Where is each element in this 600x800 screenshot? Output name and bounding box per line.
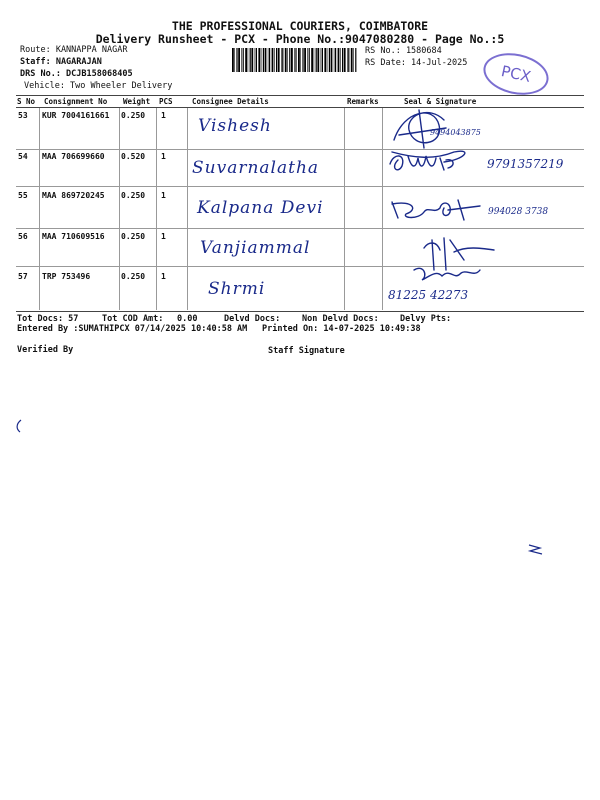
col-consignment: Consignment No [44, 97, 108, 106]
barcode-bar [234, 48, 235, 72]
barcode-bar [347, 48, 348, 72]
tot-cod-value: 0.00 [177, 314, 198, 324]
row-pcs: 1 [161, 111, 166, 120]
barcode-bar [351, 48, 353, 72]
row-sno: 56 [18, 232, 28, 241]
barcode-bar [321, 48, 322, 72]
tot-docs: Tot Docs: 57 [17, 314, 79, 324]
row-consignment: MAA 710609516 [42, 232, 105, 241]
barcode-bar [241, 48, 242, 72]
staff-signature: Staff Signature [268, 346, 345, 356]
company-title: THE PROFESSIONAL COURIERS, COIMBATORE [171, 19, 429, 33]
row-phone: 9791357219 [487, 157, 564, 171]
barcode-bar [291, 48, 293, 72]
col-weight: Weight [123, 97, 151, 106]
col-divider [119, 108, 120, 310]
barcode-bar [287, 48, 288, 72]
row-phone: 9494043875 [430, 128, 481, 137]
barcode-bar [340, 48, 341, 72]
col-sno: S No [17, 97, 36, 106]
vehicle-label: Vehicle: Two Wheeler Delivery [24, 81, 173, 91]
barcode-bar [251, 48, 253, 72]
barcode-bar [265, 48, 267, 72]
staff-label: Staff: NAGARAJAN [20, 57, 102, 67]
barcode-bar [316, 48, 317, 72]
row-weight: 0.250 [121, 232, 146, 241]
runsheet-subtitle: Delivery Runsheet - PCX - Phone No.:9047080280 - Page No.:5 [95, 32, 505, 46]
barcode-bar [281, 48, 282, 72]
barcode-bar [311, 48, 313, 72]
barcode-bar [300, 48, 301, 72]
rs-number: RS No.: 1580684 [365, 46, 442, 56]
verified-by: Verified By [17, 345, 74, 355]
row-consignment: MAA 869720245 [42, 191, 105, 200]
row-pcs: 1 [161, 232, 166, 241]
barcode-bar [344, 48, 346, 72]
header-rule-top [16, 95, 584, 96]
stamp-text: PCX [499, 62, 533, 86]
row-consignee: Suvarnalatha [192, 158, 320, 178]
route-label: Route: KANNAPPA NAGAR [20, 45, 128, 55]
row-phone: 994028 3738 [488, 207, 549, 217]
barcode-bar [338, 48, 340, 72]
barcode-bar [355, 48, 356, 72]
barcode-bar [255, 48, 256, 72]
barcode-image [232, 48, 357, 72]
col-divider [39, 108, 40, 310]
row-consignment: TRP 753496 [42, 272, 91, 281]
barcode-bar [232, 48, 234, 72]
row-pcs: 1 [161, 191, 166, 200]
barcode-bar [250, 48, 251, 72]
barcode-bar [294, 48, 295, 72]
row-consignee: Shrmi [208, 279, 266, 299]
printed-on: Printed On: 14-07-2025 10:49:38 [262, 324, 421, 334]
col-consignee: Consignee Details [192, 97, 269, 106]
col-divider [344, 108, 345, 310]
barcode-bar [298, 48, 300, 72]
barcode-bar [268, 48, 269, 72]
non-delvd-docs: Non Delvd Docs: [302, 314, 379, 324]
barcode-bar [272, 48, 274, 72]
row-phone: 81225 42273 [388, 288, 469, 302]
barcode-bar [289, 48, 290, 72]
row-weight: 0.250 [121, 272, 146, 281]
barcode-bar [285, 48, 287, 72]
barcode-bar [248, 48, 249, 72]
barcode-bar [282, 48, 283, 72]
barcode-bar [307, 48, 308, 72]
row-pcs: 1 [161, 272, 166, 281]
barcode-bar [304, 48, 306, 72]
barcode-bar [263, 48, 264, 72]
barcode-bar [236, 48, 237, 72]
barcode-bar [327, 48, 328, 72]
row-consignee: Vanjiammal [200, 238, 311, 258]
barcode-bar [335, 48, 336, 72]
row-pcs: 1 [161, 152, 166, 161]
barcode-bar [317, 48, 319, 72]
row-sno: 57 [18, 272, 28, 281]
row-sno: 55 [18, 191, 28, 200]
row-consignee: Vishesh [198, 116, 272, 136]
barcode-bar [256, 48, 257, 72]
col-divider [187, 108, 188, 310]
pcx-stamp [480, 48, 553, 101]
barcode-bar [329, 48, 330, 72]
barcode-bar [314, 48, 315, 72]
barcode-bar [334, 48, 335, 72]
barcode-bar [258, 48, 260, 72]
barcode-bar [295, 48, 296, 72]
barcode-bar [278, 48, 280, 72]
barcode-bar [342, 48, 343, 72]
barcode-bar [331, 48, 333, 72]
barcode-bar [243, 48, 244, 72]
drs-label: DRS No.: DCJB158068405 [20, 69, 133, 79]
delvy-pts: Delvy Pts: [400, 314, 452, 324]
col-remarks: Remarks [347, 97, 379, 106]
barcode-bar [324, 48, 326, 72]
row-consignment: MAA 706699660 [42, 152, 105, 161]
row-sno: 54 [18, 152, 28, 161]
row-consignee: Kalpana Devi [197, 198, 324, 218]
barcode-bar [309, 48, 310, 72]
barcode-bar [245, 48, 247, 72]
barcode-bar [238, 48, 240, 72]
col-signature: Seal & Signature [404, 97, 477, 106]
delvd-docs: Delvd Docs: [224, 314, 281, 324]
barcode-bar [269, 48, 270, 72]
barcode-bar [302, 48, 303, 72]
barcode-bar [274, 48, 275, 72]
row-weight: 0.250 [121, 111, 146, 120]
row-sno: 53 [18, 111, 28, 120]
col-pcs: PCS [159, 97, 173, 106]
stray-mark [526, 542, 546, 558]
table-bottom-rule [16, 311, 584, 312]
row-weight: 0.520 [121, 152, 146, 161]
tot-cod-label: Tot COD Amt: [102, 314, 164, 324]
barcode-bar [261, 48, 262, 72]
barcode-bar [353, 48, 354, 72]
barcode-bar [348, 48, 349, 72]
barcode-bar [322, 48, 323, 72]
rs-date: RS Date: 14-Jul-2025 [365, 58, 468, 68]
stray-mark [14, 418, 24, 434]
col-divider [156, 108, 157, 310]
signature-scribbles [384, 100, 584, 310]
barcode-bar [276, 48, 277, 72]
row-weight: 0.250 [121, 191, 146, 200]
entered-by: Entered By :SUMATHIPCX 07/14/2025 10:40:58 AM [17, 324, 248, 334]
col-divider [382, 108, 383, 310]
row-consignment: KUR 7004161661 [42, 111, 110, 120]
